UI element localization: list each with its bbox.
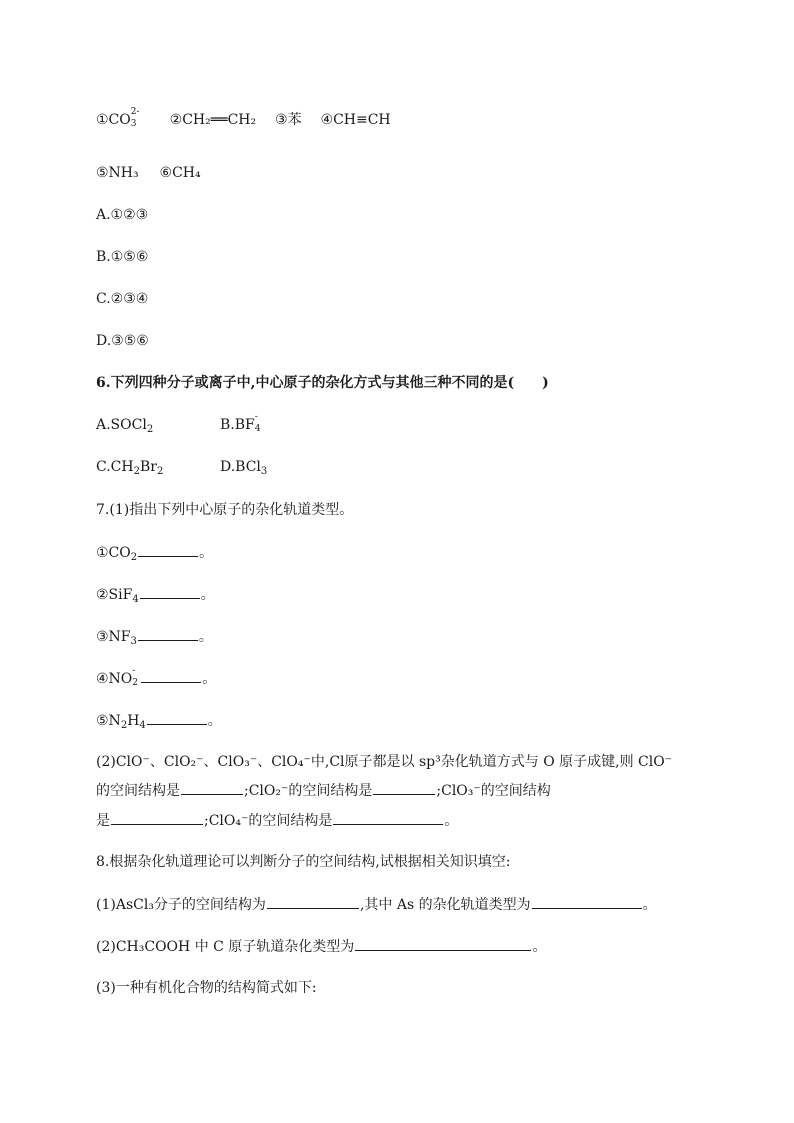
q7-item-co2: $①CO_2$ 。 <box>96 542 213 563</box>
answer-blank[interactable] <box>147 710 207 725</box>
q6-option-c: $C.CH_2Br_2$ <box>96 459 164 477</box>
q8-part2: (2)CH₃COOH 中 C 原子轨道杂化类型为 。 <box>96 936 546 957</box>
q5-items-line2 <box>96 163 201 183</box>
answer-blank[interactable] <box>111 810 203 825</box>
q7-item-nf3: $③NF_3$ 。 <box>96 626 213 647</box>
answer-blank[interactable] <box>355 936 531 951</box>
answer-blank[interactable] <box>373 780 435 795</box>
q5-option-b: B.①⑤⑥ <box>96 249 149 265</box>
q6-options-row2 <box>96 457 267 477</box>
q7-item-no2: ④NO - 2 。 <box>96 666 217 688</box>
answer-blank[interactable] <box>532 894 642 909</box>
answer-blank[interactable] <box>267 894 359 909</box>
q8-stem: 8.根据杂化轨道理论可以判断分子的空间结构,试根据相关知识填空: <box>96 854 511 870</box>
answer-blank[interactable] <box>141 668 201 683</box>
answer-blank[interactable] <box>140 584 200 599</box>
answer-blank[interactable] <box>181 780 243 795</box>
q7-part2-line3: 是 ;ClO₄⁻的空间结构是 。 <box>96 810 458 831</box>
q6-option-b: B.BF - 4 <box>220 412 261 434</box>
item-ethyne: ④CH≡CH <box>320 112 391 128</box>
q6-option-a: A.SOCl$_2$ <box>96 417 154 435</box>
q7-item-n2h4: $⑤N_2H_4$ 。 <box>96 710 222 731</box>
q6-option-d: D.BCl$_3$ <box>220 459 268 477</box>
q7-part2-line2: 的空间结构是 ;ClO₂⁻的空间结构是 ;ClO₃⁻的空间结构 <box>96 780 551 801</box>
q8-part1: (1)AsCl₃分子的空间结构为 ,其中 As 的杂化轨道类型为 。 <box>96 894 657 915</box>
q7-part2-line1: (2)ClO⁻、ClO₂⁻、ClO₃⁻、ClO₄⁻中,Cl原子都是以 sp³杂化轨道方式与 O 原子成键,则 ClO⁻ <box>96 754 673 770</box>
item-nh3: ⑤NH₃ <box>96 165 139 181</box>
q6-options-row1 <box>96 412 263 435</box>
item-co3: ①CO 2- 3 <box>96 107 140 129</box>
answer-blank[interactable] <box>138 626 198 641</box>
q5-option-a: A.①②③ <box>96 207 149 223</box>
q6-stem: 6.下列四种分子或离子中,中心原子的杂化方式与其他三种不同的是( ) <box>96 375 549 391</box>
q7-item-sif4: ②SiF$_4$ 。 <box>96 584 215 605</box>
q5-option-d: D.③⑤⑥ <box>96 333 149 349</box>
q7-stem: 7.(1)指出下列中心原子的杂化轨道类型。 <box>96 502 354 518</box>
item-ch4: ⑥CH₄ <box>159 165 201 181</box>
q5-option-c: C.②③④ <box>96 291 149 307</box>
item-benzene: ③苯 <box>275 112 302 128</box>
item-ethene: ②CH₂══CH₂ <box>169 112 257 128</box>
q5-items-line1 <box>96 107 391 130</box>
q8-part3: (3)一种有机化合物的结构简式如下: <box>96 980 317 996</box>
answer-blank[interactable] <box>333 810 443 825</box>
answer-blank[interactable] <box>138 542 198 557</box>
